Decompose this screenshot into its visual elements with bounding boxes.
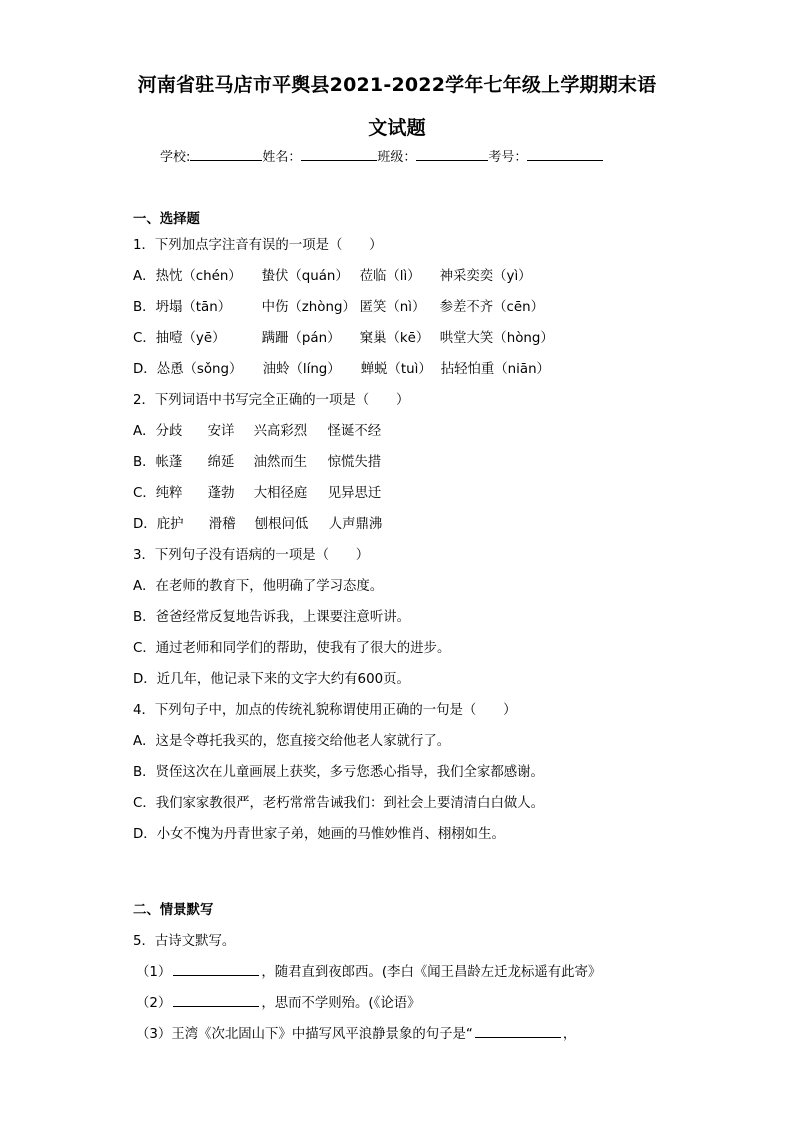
option-item: 匿笑（nì） (359, 300, 426, 315)
question-2-option-d (133, 513, 382, 532)
question-3-option-c: C．通过老师和同学们的帮助，使我有了很大的进步。 (133, 641, 451, 656)
question-3-option-a: A．在老师的教育下，他明确了学习态度。 (133, 579, 384, 594)
exam-no-blank[interactable] (527, 148, 603, 161)
question-2-option-b (133, 451, 381, 470)
question-1-option-d (133, 358, 550, 377)
question-5-item-1 (136, 961, 601, 980)
question-1-option-a (133, 265, 532, 284)
answer-blank[interactable] (173, 994, 259, 1007)
student-info-row (160, 146, 603, 165)
option-item: 怂恿（sǒng） (156, 362, 243, 377)
question-3-option-d: D．近几年，他记录下来的文字大约有600页。 (133, 672, 410, 687)
option-item: 绵延 (207, 455, 235, 470)
option-letter: B． (133, 455, 156, 470)
option-letter: C． (133, 486, 156, 501)
option-letter: D． (133, 517, 157, 532)
option-item: 热忱（chén） (155, 269, 242, 284)
option-item: 帐蓬 (155, 455, 183, 470)
option-letter: A． (133, 424, 156, 439)
option-item: 滑稽 (208, 517, 236, 532)
item-text: ， (562, 1027, 577, 1042)
question-1-option-c (133, 327, 554, 346)
option-letter: A． (133, 269, 156, 284)
answer-blank[interactable] (173, 963, 259, 976)
section-heading-choice: 一、选择题 (133, 212, 200, 227)
option-item: 安详 (207, 424, 235, 439)
option-item: 油蛉（líng） (262, 362, 341, 377)
section-heading-recitation: 二、情景默写 (133, 903, 214, 918)
option-letter: D． (133, 362, 157, 377)
item-text: ，随君直到夜郎西。(李白《闻王昌龄左迁龙标遥有此寄》 (261, 965, 602, 980)
question-2-option-c (133, 482, 381, 501)
class-blank[interactable] (416, 148, 488, 161)
option-item: 纯粹 (155, 486, 183, 501)
option-letter: B． (133, 300, 156, 315)
option-item: 刨根问低 (254, 517, 309, 532)
option-item: 坍塌（tān） (155, 300, 232, 315)
school-label: 学校: (160, 150, 191, 165)
item-number: （3） (136, 1027, 172, 1042)
answer-blank[interactable] (475, 1025, 561, 1038)
name-blank[interactable] (301, 148, 377, 161)
question-2-stem: 2．下列词语中书写完全正确的一项是（ ） (133, 393, 410, 408)
option-item: 人声鼎沸 (328, 517, 383, 532)
item-text: ，思而不学则殆。(《论语》 (261, 996, 421, 1011)
question-4-option-d: D．小女不愧为丹青世家子弟，她画的马惟妙惟肖、栩栩如生。 (133, 827, 505, 842)
item-number: （2） (136, 996, 172, 1011)
exam-title-line-2: 文试题 (368, 117, 426, 139)
exam-title-line-1: 河南省驻马店市平舆县2021-2022学年七年级上学期期末语 (137, 74, 657, 96)
question-5-item-3 (136, 1023, 576, 1042)
option-item: 庇护 (156, 517, 184, 532)
question-4-stem: 4．下列句子中，加点的传统礼貌称谓使用正确的一句是（ ） (133, 703, 517, 718)
class-label: 班级： (377, 150, 417, 165)
question-3-option-b: B．爸爸经常反复地告诉我，上课要注意听讲。 (133, 610, 410, 625)
option-item: 抽噎（yē） (155, 331, 226, 346)
option-item: 油然而生 (253, 455, 308, 470)
question-5-stem: 5．古诗文默写。 (133, 934, 236, 949)
name-label: 姓名： (262, 150, 302, 165)
option-item: 神采奕奕（yì） (439, 269, 532, 284)
option-letter: C． (133, 331, 156, 346)
option-item: 窠巢（kē） (359, 331, 430, 346)
exam-no-label: 考号： (488, 150, 528, 165)
question-3-stem: 3．下列句子没有语病的一项是（ ） (133, 548, 370, 563)
option-item: 大相径庭 (253, 486, 308, 501)
option-item: 见异思迁 (327, 486, 382, 501)
option-item: 兴高彩烈 (253, 424, 308, 439)
option-item: 蛰伏（quán） (261, 269, 349, 284)
option-item: 哄堂大笑（hòng） (439, 331, 554, 346)
option-item: 蓬勃 (207, 486, 235, 501)
option-item: 蹒跚（pán） (261, 331, 341, 346)
question-5-item-2 (136, 992, 421, 1011)
option-item: 分歧 (155, 424, 183, 439)
item-text: 王湾《次北固山下》中描写风平浪静景象的句子是“ (171, 1027, 473, 1042)
school-blank[interactable] (190, 148, 262, 161)
option-item: 怪诞不经 (327, 424, 382, 439)
question-1-option-b (133, 296, 544, 315)
option-item: 参差不齐（cēn） (439, 300, 545, 315)
question-4-option-b: B．贤侄这次在儿童画展上获奖，多亏您悉心指导，我们全家都感谢。 (133, 765, 544, 780)
option-item: 蝉蜕（tuì） (360, 362, 432, 377)
question-4-option-c: C．我们家家教很严，老朽常常告诫我们：到社会上要清清白白做人。 (133, 796, 545, 811)
question-2-option-a (133, 420, 381, 439)
option-item: 中伤（zhòng） (261, 300, 356, 315)
question-4-option-a: A．这是令尊托我买的，您直接交给他老人家就行了。 (133, 734, 451, 749)
option-item: 拈轻怕重（niān） (440, 362, 550, 377)
question-1-stem: 1．下列加点字注音有误的一项是（ ） (133, 238, 383, 253)
item-number: （1） (136, 965, 172, 980)
option-item: 惊慌失措 (327, 455, 382, 470)
option-item: 莅临（lì） (359, 269, 421, 284)
